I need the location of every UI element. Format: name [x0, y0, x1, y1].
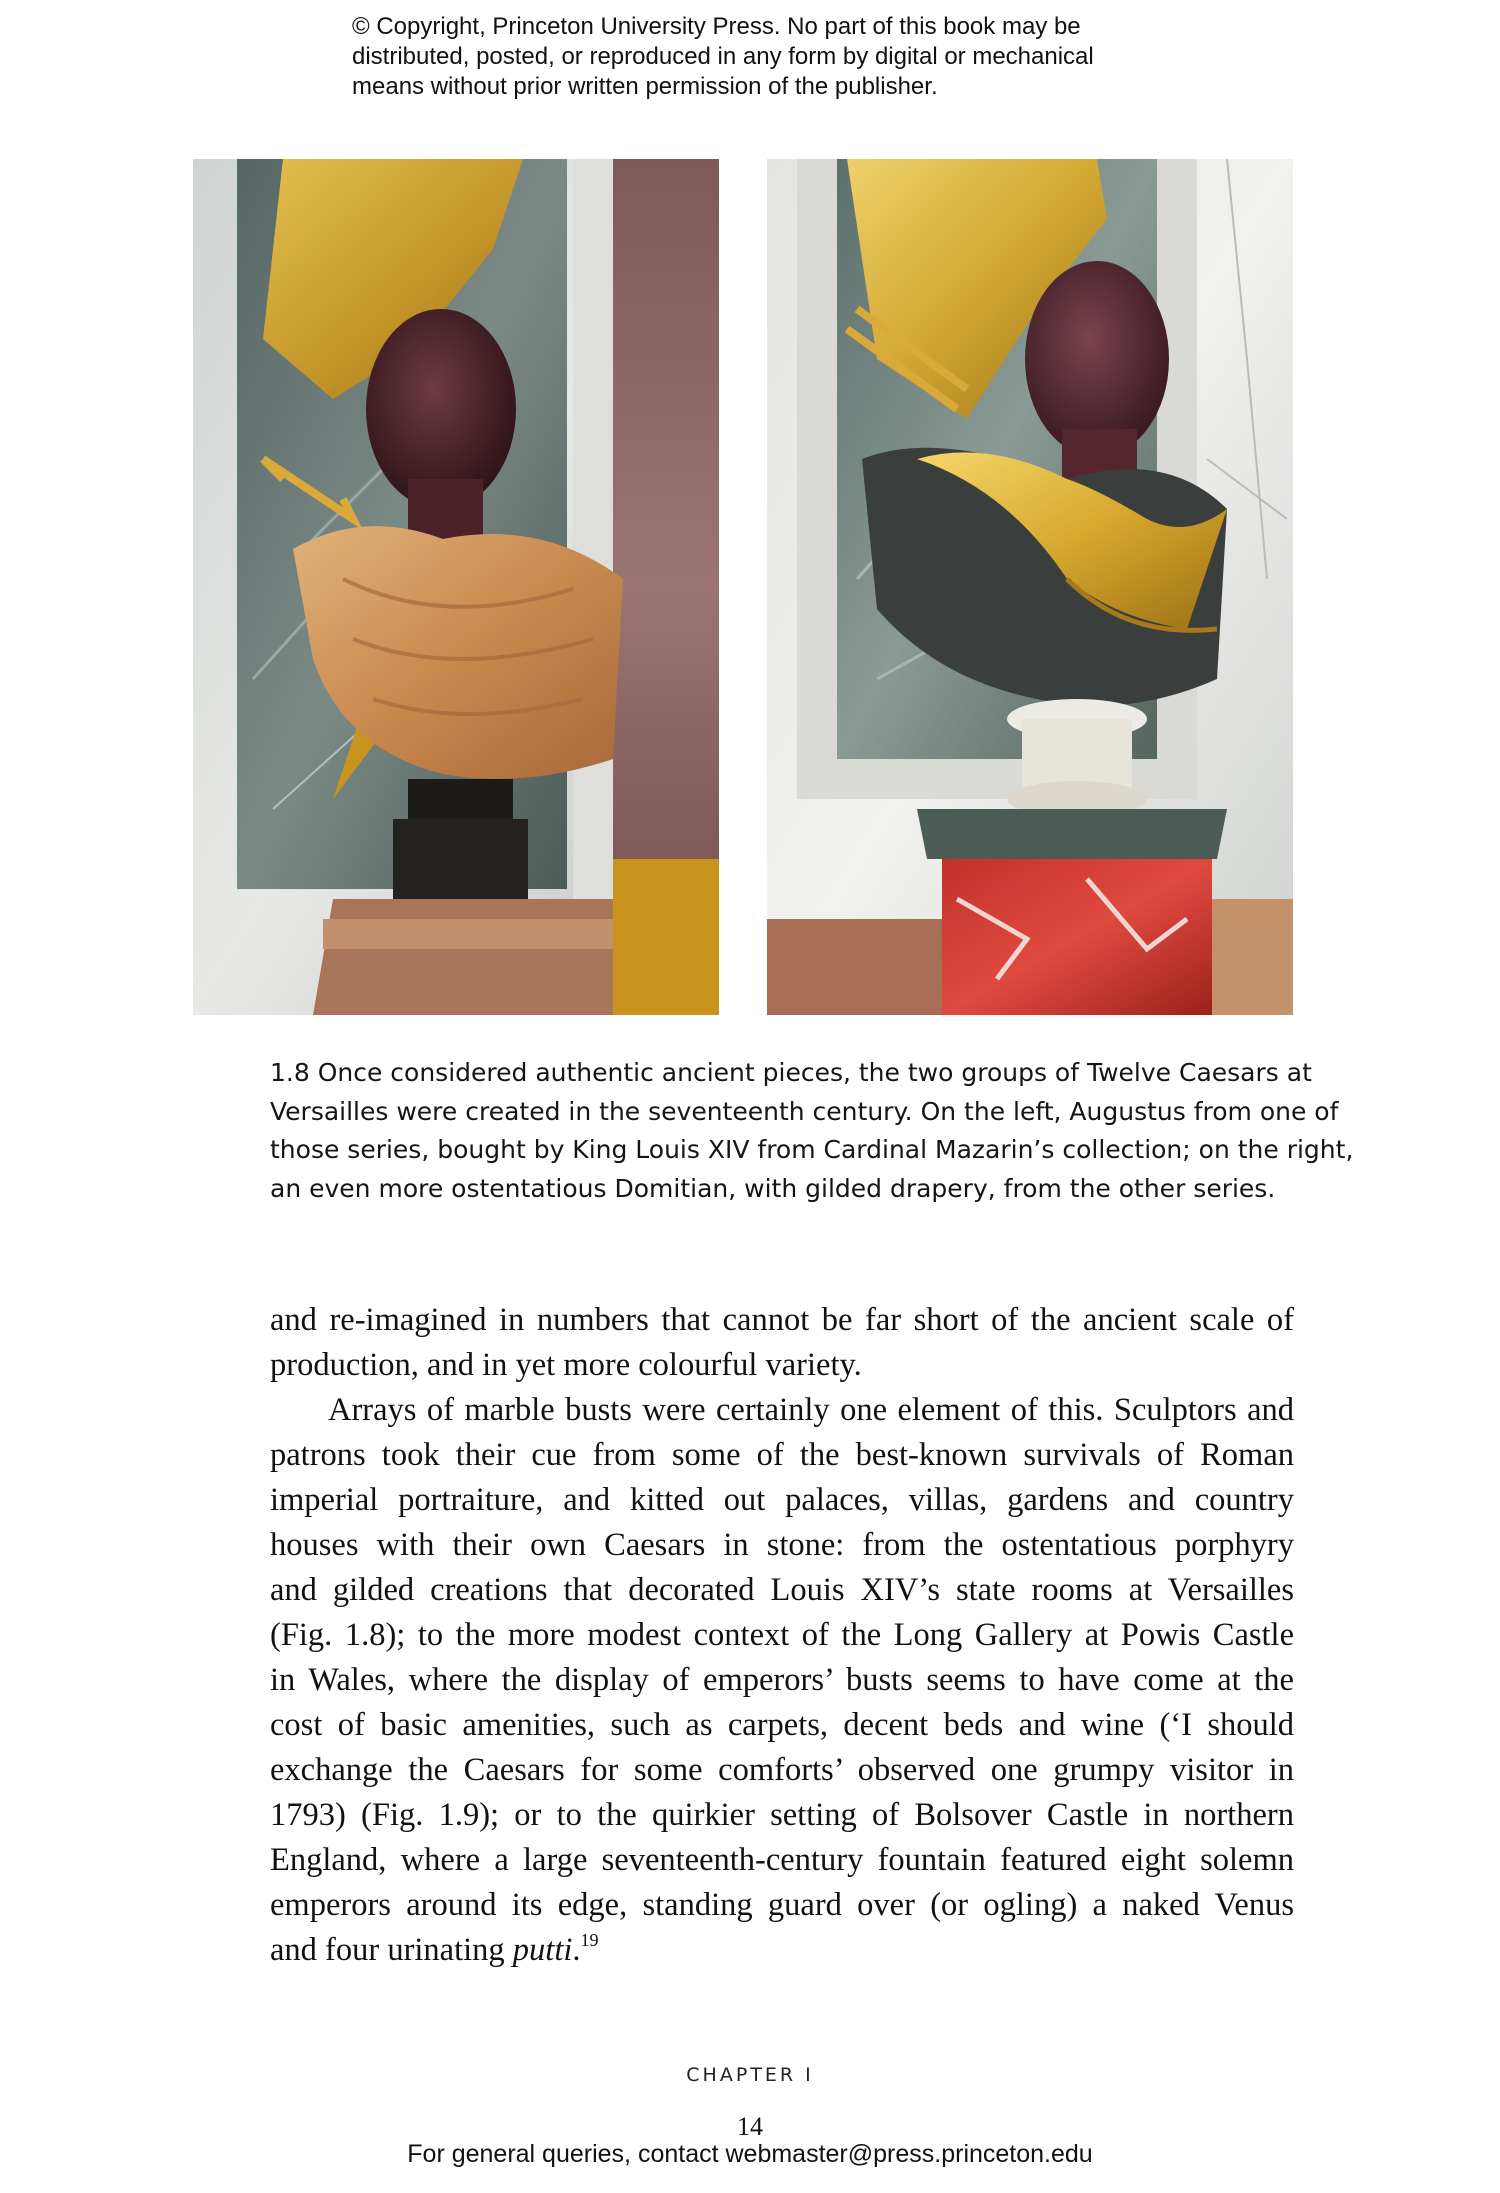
body-line: 1793) (Fig. 1.9); or to the quirkier setting of Bolsover Castle in northern: [270, 1797, 1294, 1833]
body-line: England, where a large seventeenth-century fountain featured eight solemn: [270, 1842, 1294, 1878]
contact-notice: For general queries, contact webmaster@press.princeton.edu: [407, 2140, 1093, 2168]
copyright-line: means without prior written permission of the publisher.: [352, 73, 938, 100]
body-line: exchange the Caesars for some comforts’ observed one grumpy visitor in: [270, 1752, 1294, 1788]
caption-line: Versailles were created in the seventeenth century. On the left, Augustus from one of: [270, 1096, 1339, 1126]
body-line: imperial portraiture, and kitted out palaces, villas, gardens and country: [270, 1482, 1294, 1518]
body-line: in Wales, where the display of emperors’ busts seems to have come at the: [270, 1662, 1294, 1698]
body-line: (Fig. 1.8); to the more modest context of the Long Gallery at Powis Castle: [270, 1617, 1294, 1653]
photo-domitian-bust: [767, 159, 1293, 1015]
body-line: and gilded creations that decorated Louis XIV’s state rooms at Versailles: [270, 1572, 1294, 1608]
figure-caption: [270, 1054, 1354, 1208]
copyright-line: distributed, posted, or reproduced in any form by digital or mechanical: [352, 43, 1094, 70]
caption-line: those series, bought by King Louis XIV from Cardinal Mazarin’s collection; on the right,: [270, 1135, 1354, 1164]
body-line: Arrays of marble busts were certainly one element of this. Sculptors and: [328, 1392, 1294, 1428]
body-line: cost of basic amenities, such as carpets, decent beds and wine (‘I should: [270, 1707, 1294, 1743]
copyright-notice: [352, 12, 1252, 102]
italic-term: putti: [512, 1932, 573, 1968]
body-line: production, and in yet more colourful variety.: [270, 1347, 862, 1383]
body-line: houses with their own Caesars in stone: from the ostentatious porphyry: [270, 1527, 1294, 1563]
body-line: and re-imagined in numbers that cannot be far short of the ancient scale of: [270, 1302, 1294, 1338]
body-text: [270, 1298, 1294, 1973]
footnote-reference[interactable]: 19: [580, 1930, 599, 1950]
body-line: patrons took their cue from some of the best-known survivals of Roman: [270, 1437, 1294, 1473]
caption-line: 1.8 Once considered authentic ancient pieces, the two groups of Twelve Caesars at: [270, 1058, 1312, 1087]
body-last-line: [270, 1928, 1294, 1973]
photo-augustus-bust: [193, 159, 719, 1015]
body-text-segment: and four urinating: [270, 1932, 513, 1968]
body-line: emperors around its edge, standing guard over (or ogling) a naked Venus: [270, 1887, 1294, 1923]
copyright-line: © Copyright, Princeton University Press. No part of this book may be: [352, 13, 1081, 40]
running-footer: CHAPTER I: [686, 2064, 814, 2086]
body-text-segment: .: [572, 1932, 581, 1968]
page-number: 14: [737, 2112, 763, 2141]
caption-line: an even more ostentatious Domitian, with gilded drapery, from the other series.: [270, 1173, 1276, 1203]
